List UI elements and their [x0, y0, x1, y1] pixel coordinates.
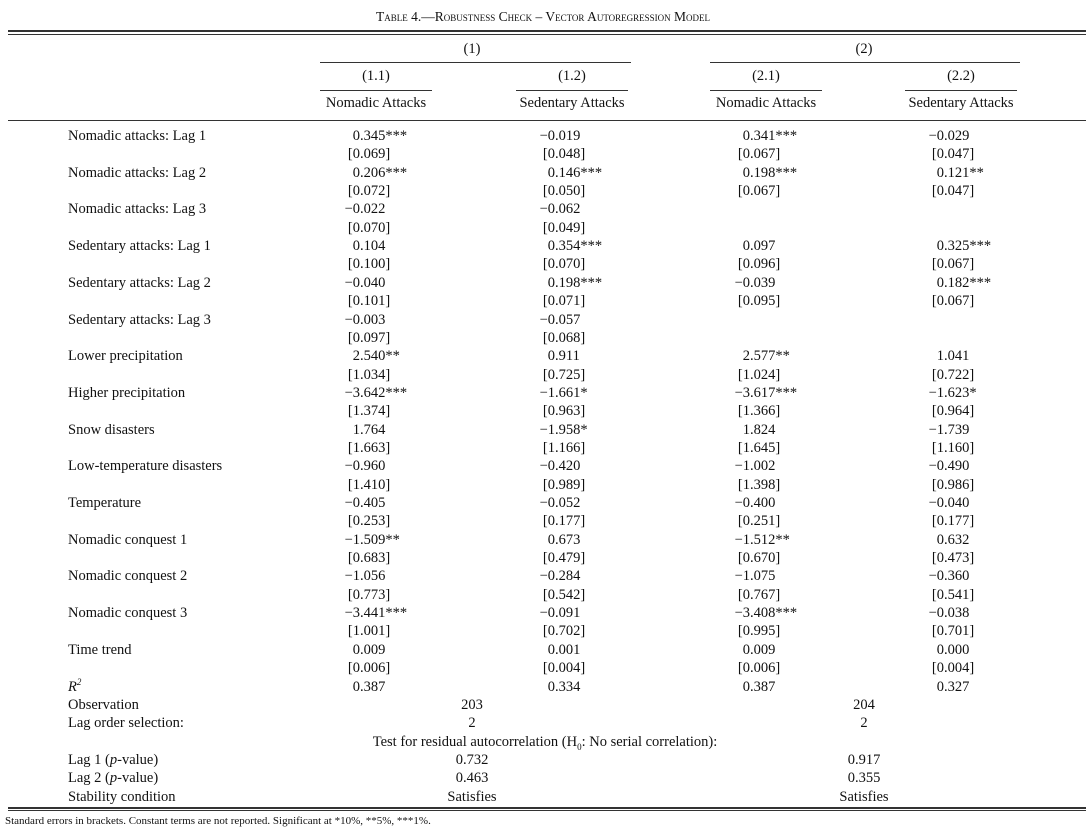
std-error-cell: [1.034]	[347, 366, 391, 383]
row-label: Sedentary attacks: Lag 1	[68, 238, 211, 255]
std-error-cell: [1.663]	[347, 439, 391, 456]
stability-label: Stability condition	[68, 788, 176, 805]
std-error-cell: [0.049]	[542, 219, 586, 236]
observation-label: Observation	[68, 696, 139, 713]
header-rule	[8, 120, 1086, 121]
std-error-cell: [0.069]	[347, 146, 391, 163]
coefficient-cell: −0.057	[539, 311, 581, 328]
std-error-cell: [0.722]	[931, 366, 975, 383]
std-error-cell: [0.964]	[931, 403, 975, 420]
lag_order-value: 2	[860, 715, 868, 732]
std-error-cell: [1.410]	[347, 476, 391, 493]
coefficient-cell: −3.642***	[344, 384, 408, 401]
top-rule-2	[8, 34, 1086, 35]
coefficient-cell: −0.284	[539, 568, 581, 585]
column-label: Nomadic Attacks	[325, 95, 427, 111]
std-error-cell: [0.004]	[542, 660, 586, 677]
coefficient-cell: −1.075	[734, 568, 776, 585]
coefficient-cell: −0.022	[344, 201, 386, 218]
row-label: Nomadic attacks: Lag 2	[68, 164, 207, 181]
std-error-cell: [0.541]	[931, 586, 975, 603]
row-label: Sedentary attacks: Lag 2	[68, 274, 211, 291]
coefficient-cell: −0.405	[344, 495, 386, 511]
lag1-value: 0.732	[455, 751, 489, 768]
footnote: Standard errors in brackets. Constant terms are not reported. Significant at *10%, **5%, ***1%.	[5, 815, 431, 827]
std-error-cell: [0.067]	[737, 146, 781, 163]
coefficient-cell: −0.040	[928, 495, 970, 511]
std-error-cell: [0.047]	[931, 146, 975, 163]
row-label: Lower precipitation	[68, 348, 183, 365]
group-1-rule	[320, 62, 631, 63]
coefficient-cell: 0.009	[352, 641, 386, 658]
row-label: Sedentary attacks: Lag 3	[68, 311, 211, 328]
lag2-label: Lag 2 (p-value)	[68, 770, 159, 787]
row-label: Low-temperature disasters	[68, 458, 223, 475]
row-label: Time trend	[68, 641, 132, 658]
row-label: Snow disasters	[68, 421, 155, 438]
std-error-cell: [0.100]	[347, 256, 391, 273]
column-id: (1.2)	[558, 68, 586, 84]
std-error-cell: [0.067]	[931, 256, 975, 273]
std-error-cell: [1.645]	[737, 439, 781, 456]
coefficient-cell: −1.623*	[928, 384, 977, 401]
r2-value: 0.327	[936, 678, 970, 695]
coefficient-cell: −0.062	[539, 201, 581, 218]
std-error-cell: [0.101]	[347, 293, 391, 310]
column-rule	[905, 90, 1017, 91]
column-label: Sedentary Attacks	[908, 95, 1014, 111]
coefficient-cell: −0.490	[928, 458, 970, 475]
std-error-cell: [0.473]	[931, 550, 975, 567]
coefficient-cell: 0.354***	[547, 238, 603, 255]
coefficient-cell: −0.003	[344, 311, 386, 328]
row-label: Nomadic attacks: Lag 3	[68, 201, 207, 218]
row-label: Nomadic conquest 2	[68, 568, 188, 585]
std-error-cell: [0.070]	[347, 219, 391, 236]
std-error-cell: [0.479]	[542, 550, 586, 567]
coefficient-cell: −0.019	[539, 128, 581, 144]
std-error-cell: [0.177]	[931, 513, 975, 530]
test-heading: Test for residual autocorrelation ($H_0$: No serial correlation):	[372, 733, 718, 752]
coefficient-cell: −1.056	[344, 568, 386, 585]
model-group-1: (1)	[463, 41, 481, 57]
coefficient-cell: −0.038	[928, 605, 970, 622]
group-2-rule	[710, 62, 1020, 63]
lag_order-value: 2	[468, 715, 476, 732]
coefficient-cell: 0.206***	[352, 164, 408, 181]
model-group-2: (2)	[855, 41, 873, 57]
std-error-cell: [0.670]	[737, 550, 781, 567]
std-error-cell: [0.067]	[737, 183, 781, 200]
r2-value: 0.334	[547, 678, 581, 695]
std-error-cell: [0.072]	[347, 183, 391, 200]
std-error-cell: [0.989]	[542, 476, 586, 493]
coefficient-cell: 1.824	[742, 421, 776, 438]
std-error-cell: [1.166]	[542, 439, 586, 456]
coefficient-cell: −1.958*	[539, 421, 588, 438]
coefficient-cell: 0.001	[547, 641, 581, 658]
std-error-cell: [1.160]	[931, 439, 975, 456]
column-rule	[710, 90, 822, 91]
std-error-cell: [0.995]	[737, 623, 781, 640]
coefficient-cell: 0.325***	[936, 238, 992, 255]
std-error-cell: [0.253]	[347, 513, 391, 530]
std-error-cell: [0.004]	[931, 660, 975, 677]
r2-label: $R^2$	[68, 676, 82, 695]
coefficient-cell: 2.577**	[742, 348, 790, 365]
std-error-cell: [1.001]	[347, 623, 391, 640]
std-error-cell: [0.986]	[931, 476, 975, 493]
std-error-cell: [0.067]	[931, 293, 975, 310]
r2-value: 0.387	[352, 678, 386, 695]
r2-value: 0.387	[742, 678, 776, 695]
std-error-cell: [0.096]	[737, 256, 781, 273]
coefficient-cell: −0.400	[734, 495, 776, 511]
coefficient-cell: 0.146***	[547, 164, 603, 181]
std-error-cell: [1.366]	[737, 403, 781, 420]
coefficient-cell: −3.408***	[734, 605, 798, 622]
column-rule	[320, 90, 432, 91]
coefficient-cell: 1.041	[936, 348, 970, 365]
std-error-cell: [1.398]	[737, 476, 781, 493]
coefficient-cell: 0.673	[547, 531, 581, 548]
std-error-cell: [0.701]	[931, 623, 975, 640]
bottom-rule	[8, 807, 1086, 809]
column-id: (1.1)	[362, 68, 390, 84]
coefficient-cell: −1.739	[928, 421, 970, 438]
row-label: Higher precipitation	[68, 384, 186, 401]
std-error-cell: [0.095]	[737, 293, 781, 310]
std-error-cell: [0.683]	[347, 550, 391, 567]
column-label: Sedentary Attacks	[519, 95, 625, 111]
stability-value: Satisfies	[447, 788, 497, 805]
std-error-cell: [0.097]	[347, 329, 391, 346]
column-id: (2.2)	[947, 68, 975, 84]
observation-value: 203	[461, 696, 483, 713]
std-error-cell: [0.773]	[347, 586, 391, 603]
coefficient-cell: −0.040	[344, 274, 386, 291]
lag2-value: 0.355	[847, 770, 881, 787]
row-label: Temperature	[68, 495, 142, 511]
column-rule	[516, 90, 628, 91]
lag1-value: 0.917	[847, 751, 881, 768]
std-error-cell: [0.070]	[542, 256, 586, 273]
coefficient-cell: −0.360	[928, 568, 970, 585]
std-error-cell: [1.024]	[737, 366, 781, 383]
std-error-cell: [0.725]	[542, 366, 586, 383]
coefficient-cell: 1.764	[352, 421, 386, 438]
std-error-cell: [0.542]	[542, 586, 586, 603]
std-error-cell: [0.068]	[542, 329, 586, 346]
row-label: Nomadic conquest 1	[68, 531, 188, 548]
coefficient-cell: −3.617***	[734, 384, 798, 401]
top-rule	[8, 30, 1086, 32]
std-error-cell: [0.767]	[737, 586, 781, 603]
std-error-cell: [0.050]	[542, 183, 586, 200]
lag_order-label: Lag order selection:	[68, 715, 184, 732]
coefficient-cell: 0.345***	[352, 128, 408, 144]
std-error-cell: [0.251]	[737, 513, 781, 530]
coefficient-cell: 0.198***	[742, 164, 798, 181]
coefficient-cell: 0.182***	[936, 274, 992, 291]
coefficient-cell: 0.104	[352, 238, 386, 255]
std-error-cell: [0.048]	[542, 146, 586, 163]
std-error-cell: [1.374]	[347, 403, 391, 420]
row-label: Nomadic conquest 3	[68, 605, 188, 622]
bottom-rule-2	[8, 810, 1086, 811]
coefficient-cell: −0.091	[539, 605, 581, 622]
std-error-cell: [0.047]	[931, 183, 975, 200]
column-id: (2.1)	[752, 68, 780, 84]
coefficient-cell: 2.540**	[352, 348, 400, 365]
std-error-cell: [0.006]	[737, 660, 781, 677]
coefficient-cell: −1.509**	[344, 531, 400, 548]
coefficient-cell: 0.341***	[742, 128, 798, 144]
observation-value: 204	[853, 696, 875, 713]
coefficient-cell: −0.960	[344, 458, 386, 475]
std-error-cell: [0.177]	[542, 513, 586, 530]
std-error-cell: [0.963]	[542, 403, 586, 420]
coefficient-cell: 0.632	[936, 531, 970, 548]
std-error-cell: [0.071]	[542, 293, 586, 310]
coefficient-cell: −0.039	[734, 274, 776, 291]
coefficient-cell: 0.000	[936, 641, 970, 658]
table-title: Table 4.—Robustness Check – Vector Autoregression Model	[375, 9, 711, 24]
coefficient-cell: −0.420	[539, 458, 581, 475]
coefficient-cell: 0.911	[547, 348, 580, 365]
lag2-value: 0.463	[455, 770, 489, 787]
coefficient-cell: 0.009	[742, 641, 776, 658]
coefficient-cell: 0.121**	[936, 164, 984, 181]
coefficient-cell: −1.002	[734, 458, 776, 475]
std-error-cell: [0.702]	[542, 623, 586, 640]
coefficient-cell: 0.097	[742, 238, 776, 255]
coefficient-cell: 0.198***	[547, 274, 603, 291]
coefficient-cell: −1.512**	[734, 531, 790, 548]
coefficient-cell: −0.052	[539, 495, 581, 511]
std-error-cell: [0.006]	[347, 660, 391, 677]
coefficient-cell: −0.029	[928, 128, 970, 144]
lag1-label: Lag 1 (p-value)	[68, 751, 159, 768]
row-label: Nomadic attacks: Lag 1	[68, 128, 207, 144]
stability-value: Satisfies	[839, 788, 889, 805]
coefficient-cell: −3.441***	[344, 605, 408, 622]
coefficient-cell: −1.661*	[539, 384, 588, 401]
column-label: Nomadic Attacks	[715, 95, 817, 111]
